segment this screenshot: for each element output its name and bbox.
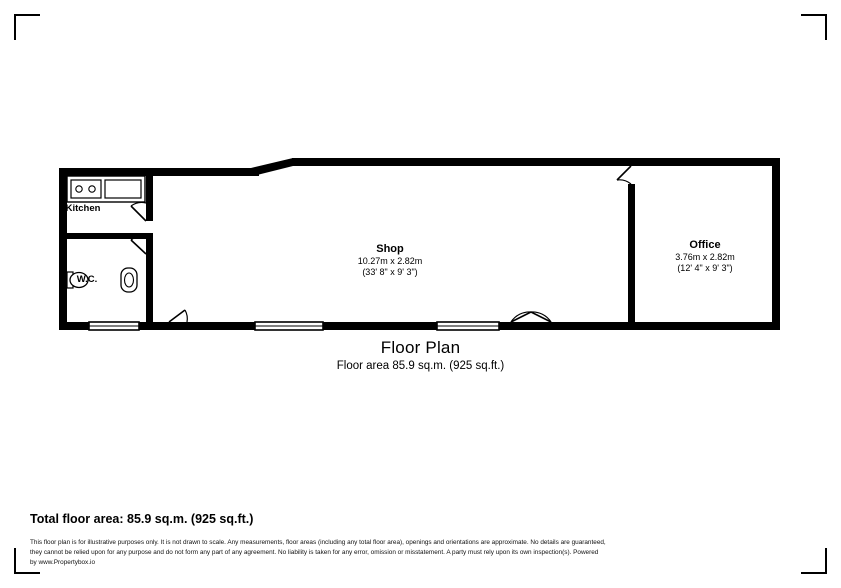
room-label-wc (52, 274, 122, 286)
plan-subtitle: Floor area 85.9 sq.m. (925 sq.ft.) (336, 360, 505, 372)
room-dim-imperial-office: (12' 4" x 9' 3") (677, 263, 733, 274)
plan-title: Floor Plan (380, 338, 461, 357)
room-name-shop: Shop (376, 243, 404, 255)
crop-mark-bottom-right (801, 548, 827, 574)
room-dim-metric-office: 3.76m x 2.82m (675, 252, 735, 263)
room-name-office: Office (689, 239, 721, 251)
room-label-shop (320, 243, 460, 278)
crop-mark-top-left (14, 14, 40, 40)
room-name-kitchen: Kitchen (65, 203, 101, 214)
room-name-wc: W.C. (76, 274, 98, 285)
room-label-kitchen (48, 203, 118, 215)
crop-mark-top-right (801, 14, 827, 40)
room-label-office (635, 239, 775, 274)
total-floor-area: Total floor area: 85.9 sq.m. (925 sq.ft.) (30, 512, 254, 526)
room-dim-metric-shop: 10.27m x 2.82m (357, 256, 423, 267)
kitchen-counter-sink-icon (67, 176, 145, 202)
room-dim-imperial-shop: (33' 8" x 9' 3") (362, 267, 418, 278)
wash-basin-icon (121, 268, 137, 292)
disclaimer-text: This floor plan is for illustrative purposes only. It is not drawn to scale. Any measurements, floor areas (including any total floor area), openings and orientations are approximate. No details are guaranteed, they cannot be relied upon for any purpose and do not form any part of any agreement. No liability is taken for any error, omission or misstatement. A party must rely upon its own inspection(s). Powered by www.Propertybox.io (30, 539, 606, 566)
